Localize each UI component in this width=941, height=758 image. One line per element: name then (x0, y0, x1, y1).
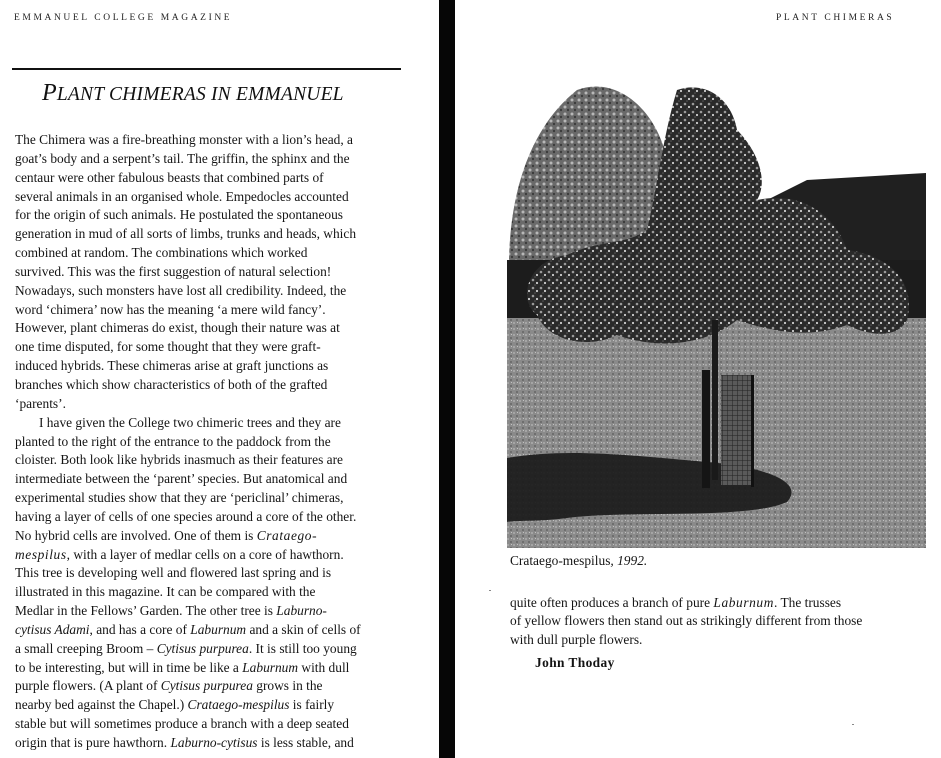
text-line: for the origin of such animals. He postulated the spontaneous (15, 207, 343, 223)
text-line (15, 696, 410, 715)
text-run: is fairly (289, 697, 335, 713)
text-run: , and has a core of (89, 621, 191, 637)
species-name: Laburnum (713, 595, 774, 610)
text-line: ‘parents’. (15, 395, 66, 411)
text-run: a small creeping Broom – (15, 640, 157, 656)
text-run: , with a layer of medlar cells on a core of hawthorn. (66, 546, 344, 562)
text-line: survived. This was the first suggestion of natural selection! (15, 263, 332, 279)
running-head-right: PLANT CHIMERAS (776, 13, 895, 23)
text-line: I have given the College two chimeric trees and they are (39, 414, 341, 430)
species-name: Cytisus purpurea (156, 640, 249, 656)
text-line (15, 546, 410, 565)
text-line: planted to the right of the entrance to the paddock from the (15, 433, 331, 449)
text-line (510, 594, 920, 612)
author-signature: John Thoday (535, 655, 615, 670)
book-spine-gutter (439, 0, 455, 758)
text-run: No hybrid cells are involved. One of them is (15, 527, 257, 543)
text-line: Nowadays, such monsters have lost all credibility. Indeed, the (15, 282, 347, 298)
text-line (15, 621, 410, 640)
text-line: centaur were other fabulous beasts that combined parts of (15, 169, 324, 185)
guard-post (751, 375, 754, 487)
text-line: with dull purple flowers. (510, 631, 643, 647)
text-line (15, 677, 410, 696)
paragraph-1 (15, 131, 410, 414)
text-line: combined at random. The combinations which worked (15, 245, 308, 261)
text-line: word ‘chimera’ now has the meaning ‘a mere wild fancy’. (15, 301, 326, 317)
tree-stake (702, 370, 710, 488)
photo-illustration (507, 70, 926, 548)
paragraph-2 (15, 414, 410, 753)
text-run: and a skin of cells of (246, 621, 361, 637)
scan-speck (489, 590, 491, 591)
text-run: nearby bed against the Chapel.) (15, 697, 188, 713)
species-name: Crataego-mespilus (187, 697, 290, 713)
text-line: illustrated in this magazine. It can be compared with the (15, 584, 316, 600)
text-line: branches which show characteristics of both of the grafted (15, 376, 328, 392)
text-line: experimental studies show that they are ‘periclinal’ chimeras, (15, 490, 344, 506)
species-name: Laburnum (242, 659, 299, 675)
text-line: cloister. Both look like hybrids inasmuch as their features are (15, 452, 343, 468)
text-run: . It is still too young (248, 640, 357, 656)
text-line: of yellow flowers then stand out as strikingly different from those (510, 613, 863, 629)
text-line: However, plant chimeras do exist, though their nature was at (15, 320, 340, 336)
caption-species: Crataego-mespilus (510, 553, 611, 568)
species-name: mespilus (15, 546, 67, 562)
running-head-left: EMMANUEL COLLEGE MAGAZINE (14, 13, 233, 23)
title-initial: P (42, 80, 57, 106)
text-line: The Chimera was a fire-breathing monster with a lion’s head, a (15, 132, 354, 147)
caption-year: , 1992. (610, 553, 648, 568)
article-title (42, 80, 344, 107)
title-text: LANT CHIMERAS IN EMMANUEL (56, 84, 344, 105)
species-name: Cytisus purpurea (160, 678, 253, 694)
text-line: goat’s body and a serpent’s tail. The griffin, the sphinx and the (15, 150, 350, 166)
text-line: This tree is developing well and flowered last spring and is (15, 565, 332, 581)
text-line: having a layer of cells of one species around a core of the other. (15, 508, 357, 524)
text-run: to be interesting, but will in time be like a (15, 659, 243, 675)
article-continuation (510, 594, 920, 649)
text-line (15, 734, 410, 753)
species-name: Laburno-cytisus (170, 735, 258, 750)
text-line: one time disputed, for some thought that they were graft- (15, 339, 321, 355)
text-line: stable but will sometimes produce a branch with a deep seated (15, 716, 349, 732)
header-rule (12, 68, 401, 70)
text-run: . The trusses (774, 595, 842, 610)
text-line (15, 602, 410, 621)
text-run: purple flowers. (A plant of (15, 678, 161, 694)
text-run: quite often produces a branch of pure (510, 595, 714, 610)
text-run: grows in the (252, 678, 323, 694)
text-line (15, 640, 410, 659)
text-run: is less stable, and (257, 735, 354, 750)
text-run: with dull (298, 659, 350, 675)
text-line: intermediate between the ‘parent’ species. But anatomical and (15, 471, 348, 487)
tree-photograph (507, 70, 926, 548)
text-run: origin that is pure hawthorn. (15, 735, 171, 750)
text-line: induced hybrids. These chimeras arise at graft junctions as (15, 358, 329, 374)
species-name: Laburnum (190, 621, 247, 637)
species-name: Crataego- (256, 527, 318, 543)
article-body (15, 131, 410, 753)
text-run: Medlar in the Fellows’ Garden. The other tree is (15, 603, 277, 619)
text-line: generation in mud of all sorts of limbs, trunks and heads, which (15, 226, 357, 242)
text-line: several animals in an organised whole. Empedocles accounted (15, 188, 349, 204)
species-name: Laburno- (276, 603, 327, 619)
tree-trunk (712, 320, 718, 480)
species-name: cytisus Adami (15, 621, 90, 637)
text-line (15, 527, 410, 546)
photo-caption (510, 553, 647, 569)
scan-speck (852, 724, 854, 725)
tree-guard (721, 375, 753, 485)
text-line (15, 659, 410, 678)
